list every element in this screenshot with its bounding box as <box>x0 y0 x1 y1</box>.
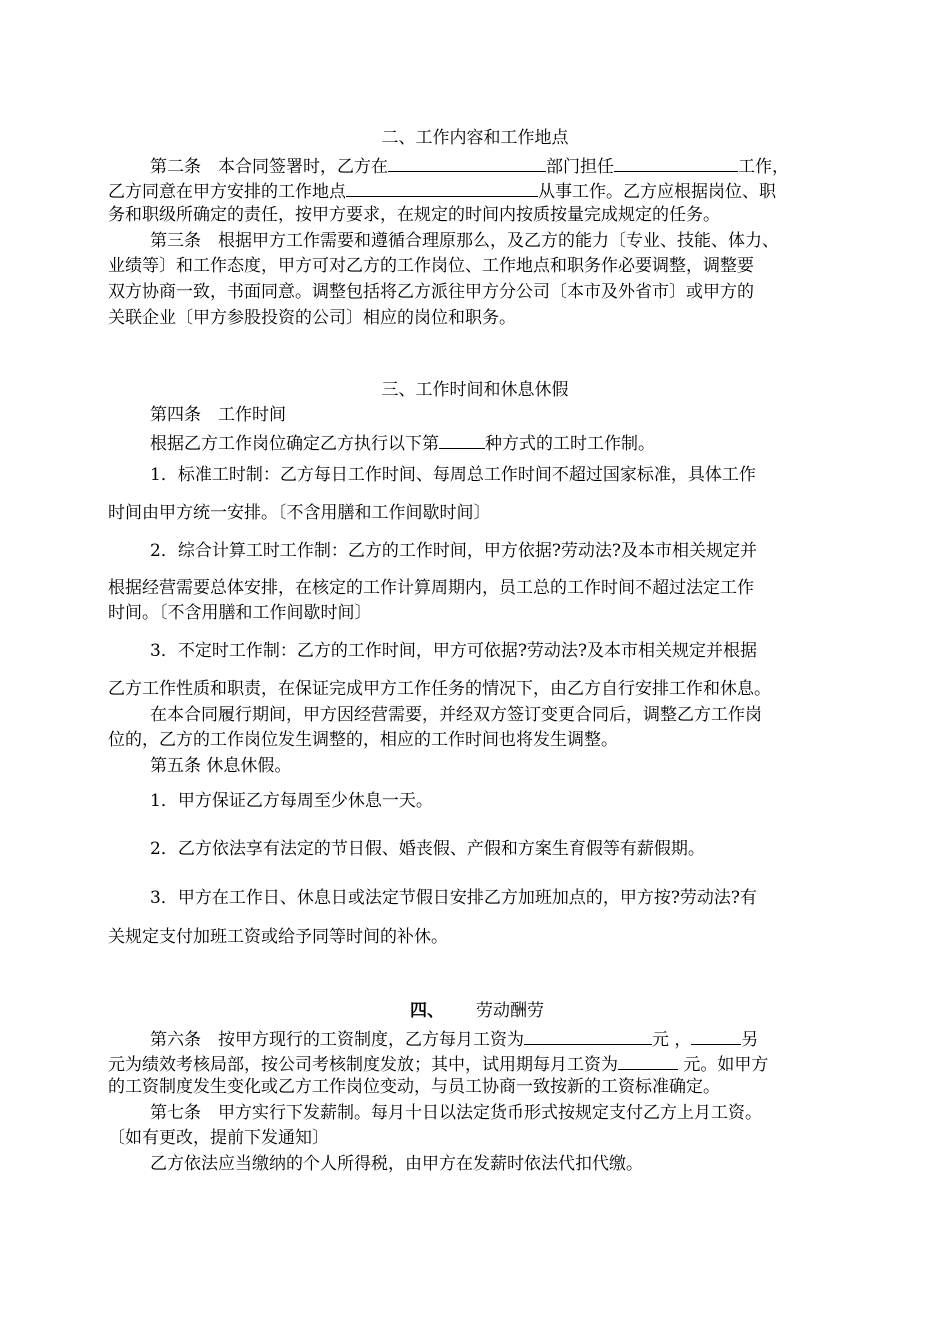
department-blank[interactable] <box>388 152 546 172</box>
article-3-line-2: 业绩等〕和工作态度，甲方可对乙方的工作岗位、工作地点和职务作必要调整，调整要 <box>108 256 754 276</box>
article-4-line: 根据乙方工作岗位确定乙方执行以下第 种方式的工时工作制。 <box>150 429 655 456</box>
work-system-blank[interactable] <box>439 429 485 449</box>
item-2-line-3: 时间。〔不含用膳和工作间歇时间〕 <box>108 603 372 623</box>
position-blank[interactable] <box>614 152 738 172</box>
item-3-line-2: 乙方工作性质和职责，在保证完成甲方工作任务的情况下，由乙方自行安排工作和休息。 <box>108 679 771 699</box>
item-1-line-1: 1．标准工时制：乙方每日工作时间、每周总工作时间不超过国家标准，具体工作 <box>150 465 756 485</box>
monthly-salary-blank[interactable] <box>524 1025 652 1045</box>
item-2-line-1: 2．综合计算工时工作制：乙方的工作时间，甲方依据?劳动法?及本市相关规定并 <box>150 541 758 561</box>
tax-clause: 乙方依法应当缴纳的个人所得税，由甲方在发薪时依法代扣代缴。 <box>150 1154 643 1174</box>
section-heading-work-content: 二、工作内容和工作地点 <box>381 128 569 148</box>
item-3-line-1: 3．不定时工作制：乙方的工作时间，甲方可依据?劳动法?及本市相关规定并根据 <box>150 641 758 661</box>
article-6-line-3: 的工资制度发生变化或乙方工作岗位变动，与员工协商一致按新的工资标准确定。 <box>108 1077 720 1097</box>
article-6-line-2: 元为绩效考核局部，按公司考核制度发放；其中，试用期每月工资为 元。如甲方 <box>108 1050 768 1077</box>
rest-item-3-line-2: 关规定支付加班工资或给予同等时间的补休。 <box>108 927 448 947</box>
section-heading-remuneration: 四、 劳动酬劳 <box>410 1001 544 1021</box>
article-3-line-1: 第三条 根据甲方工作需要和遵循合理原那么，及乙方的能力〔专业、技能、体力、 <box>150 231 779 251</box>
article-3-line-4: 关联企业〔甲方参股投资的公司〕相应的岗位和职务。 <box>108 308 516 328</box>
article-2-line-3: 务和职级所确定的责任，按甲方要求，在规定的时间内按质按量完成规定的任务。 <box>108 205 720 225</box>
rest-item-1: 1．甲方保证乙方每周至少休息一天。 <box>150 791 433 811</box>
item-2-line-2: 根据经营需要总体安排，在核定的工作计算周期内，员工总的工作时间不超过法定工作 <box>108 578 754 598</box>
performance-pay-blank[interactable] <box>691 1025 741 1045</box>
item-1-line-2: 时间由甲方统一安排。〔不含用膳和工作间歇时间〕 <box>108 503 491 523</box>
article-2-line-1: 第二条 本合同签署时，乙方在 部门担任 工作， <box>150 152 789 179</box>
article-7-line-1: 第七条 甲方实行下发薪制。每月十日以法定货币形式按规定支付乙方上月工资。 <box>150 1103 762 1123</box>
article-5-title: 第五条 休息休假。 <box>150 756 292 776</box>
probation-salary-blank[interactable] <box>618 1050 678 1070</box>
change-clause-line-1: 在本合同履行期间，甲方因经营需要，并经双方签订变更合同后，调整乙方工作岗 <box>150 705 762 725</box>
article-2-line-2: 乙方同意在甲方安排的工作地点 从事工作。乙方应根据岗位、职 <box>108 177 776 204</box>
article-7-line-2: 〔如有更改，提前下发通知〕 <box>108 1128 329 1148</box>
rest-item-2: 2．乙方依法享有法定的节日假、婚丧假、产假和方案生育假等有薪假期。 <box>150 839 705 859</box>
article-4-title: 第四条 工作时间 <box>150 405 286 425</box>
article-3-line-3: 双方协商一致，书面同意。调整包括将乙方派往甲方分公司〔本市及外省市〕或甲方的 <box>108 282 754 302</box>
section-heading-work-time: 三、工作时间和休息休假 <box>381 380 569 400</box>
article-6-line-1: 第六条 按甲方现行的工资制度，乙方每月工资为 元 ， 另 <box>150 1025 758 1052</box>
work-location-blank[interactable] <box>346 177 538 197</box>
change-clause-line-2: 位的，乙方的工作岗位发生调整的，相应的工作时间也将发生调整。 <box>108 730 618 750</box>
rest-item-3-line-1: 3．甲方在工作日、休息日或法定节假日安排乙方加班加点的，甲方按?劳动法?有 <box>150 888 758 908</box>
